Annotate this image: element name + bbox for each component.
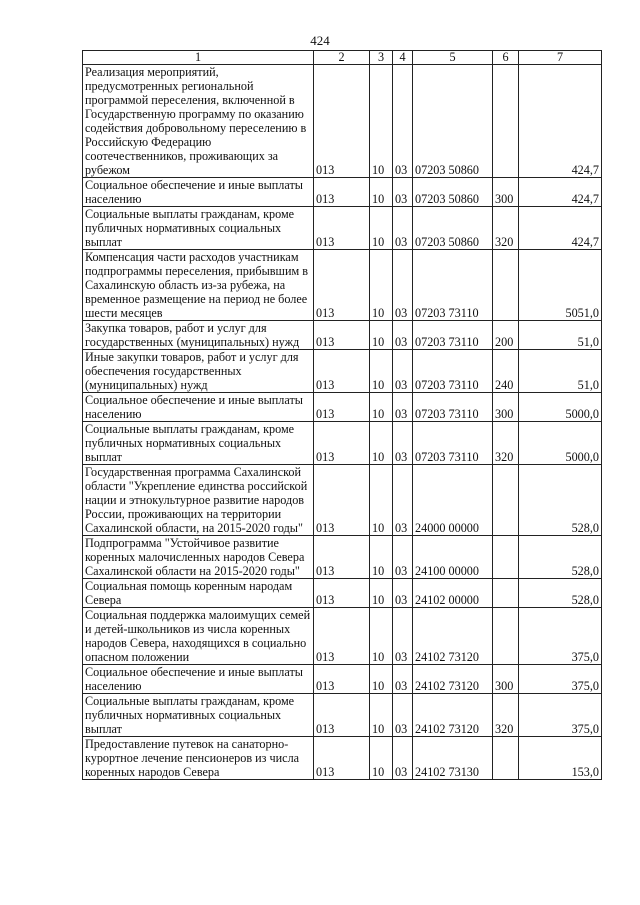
row-expense-type <box>493 608 519 665</box>
row-subsection-code: 03 <box>393 207 413 250</box>
row-name-cell: Социальная поддержка малоимущих семей и детей-школьников из числа коренных народов Севера, находящихся в социально опасном положении <box>83 608 314 665</box>
row-ministry-code: 013 <box>314 393 370 422</box>
row-section-code: 10 <box>370 608 393 665</box>
row-subsection-code: 03 <box>393 422 413 465</box>
row-amount: 51,0 <box>519 321 602 350</box>
row-section-code: 10 <box>370 465 393 536</box>
row-name-cell: Предоставление путевок на санаторно-курортное лечение пенсионеров из числа коренных народов Севера <box>83 737 314 780</box>
row-ministry-code: 013 <box>314 65 370 178</box>
row-target-article: 24102 73120 <box>413 665 493 694</box>
row-target-article: 07203 73110 <box>413 321 493 350</box>
row-name-cell: Социальные выплаты гражданам, кроме публичных нормативных социальных выплат <box>83 207 314 250</box>
column-header: 5 <box>413 51 493 65</box>
table-row <box>83 178 602 207</box>
table-row <box>83 422 602 465</box>
row-target-article: 07203 50860 <box>413 65 493 178</box>
row-expense-type: 300 <box>493 665 519 694</box>
row-ministry-code: 013 <box>314 694 370 737</box>
row-subsection-code: 03 <box>393 250 413 321</box>
row-expense-type <box>493 65 519 178</box>
row-name-cell: Реализация мероприятий, предусмотренных региональной программой переселения, включенной в Государственную программу по оказанию содействия добровольному переселению в Российскую Федерацию соотечественников, проживающих за рубежом <box>83 65 314 178</box>
table-row <box>83 465 602 536</box>
table-row <box>83 737 602 780</box>
column-header: 3 <box>370 51 393 65</box>
table-row <box>83 393 602 422</box>
row-subsection-code: 03 <box>393 350 413 393</box>
row-name-cell: Компенсация части расходов участникам подпрограммы переселения, прибывшим в Сахалинскую область из-за рубежа, на временное размещение на период не более шести месяцев <box>83 250 314 321</box>
table-row <box>83 250 602 321</box>
table-row <box>83 579 602 608</box>
row-ministry-code: 013 <box>314 579 370 608</box>
row-target-article: 24102 73120 <box>413 608 493 665</box>
column-header: 7 <box>519 51 602 65</box>
row-subsection-code: 03 <box>393 608 413 665</box>
row-subsection-code: 03 <box>393 694 413 737</box>
row-amount: 5000,0 <box>519 393 602 422</box>
row-ministry-code: 013 <box>314 321 370 350</box>
row-target-article: 07203 73110 <box>413 350 493 393</box>
row-expense-type: 300 <box>493 178 519 207</box>
row-amount: 375,0 <box>519 694 602 737</box>
row-amount: 375,0 <box>519 665 602 694</box>
row-section-code: 10 <box>370 737 393 780</box>
row-amount: 528,0 <box>519 536 602 579</box>
row-name-cell: Подпрограмма "Устойчивое развитие коренных малочисленных народов Севера Сахалинской области на 2015-2020 годы" <box>83 536 314 579</box>
row-ministry-code: 013 <box>314 608 370 665</box>
row-name-cell: Иные закупки товаров, работ и услуг для обеспечения государственных (муниципальных) нужд <box>83 350 314 393</box>
row-section-code: 10 <box>370 665 393 694</box>
row-target-article: 07203 50860 <box>413 178 493 207</box>
row-name-cell: Социальная помощь коренным народам Севера <box>83 579 314 608</box>
row-subsection-code: 03 <box>393 579 413 608</box>
row-name-cell: Социальные выплаты гражданам, кроме публичных нормативных социальных выплат <box>83 422 314 465</box>
table-row <box>83 65 602 178</box>
row-amount: 528,0 <box>519 579 602 608</box>
row-amount: 153,0 <box>519 737 602 780</box>
row-amount: 424,7 <box>519 178 602 207</box>
row-ministry-code: 013 <box>314 207 370 250</box>
row-name-cell: Социальное обеспечение и иные выплаты населению <box>83 393 314 422</box>
row-expense-type: 320 <box>493 694 519 737</box>
table-row <box>83 665 602 694</box>
row-section-code: 10 <box>370 422 393 465</box>
row-section-code: 10 <box>370 694 393 737</box>
row-expense-type: 320 <box>493 207 519 250</box>
row-expense-type <box>493 465 519 536</box>
row-expense-type <box>493 536 519 579</box>
row-target-article: 24102 73120 <box>413 694 493 737</box>
row-name-cell: Социальные выплаты гражданам, кроме публичных нормативных социальных выплат <box>83 694 314 737</box>
row-section-code: 10 <box>370 207 393 250</box>
row-ministry-code: 013 <box>314 350 370 393</box>
budget-table <box>82 50 602 780</box>
column-header: 4 <box>393 51 413 65</box>
row-ministry-code: 013 <box>314 422 370 465</box>
row-expense-type <box>493 579 519 608</box>
row-amount: 51,0 <box>519 350 602 393</box>
page-number: 424 <box>310 33 330 48</box>
row-amount: 424,7 <box>519 207 602 250</box>
row-amount: 5000,0 <box>519 422 602 465</box>
table-row <box>83 321 602 350</box>
column-header: 2 <box>314 51 370 65</box>
row-section-code: 10 <box>370 393 393 422</box>
row-name-cell: Социальное обеспечение и иные выплаты населению <box>83 178 314 207</box>
row-subsection-code: 03 <box>393 536 413 579</box>
row-ministry-code: 013 <box>314 178 370 207</box>
row-subsection-code: 03 <box>393 465 413 536</box>
row-target-article: 24100 00000 <box>413 536 493 579</box>
row-expense-type: 240 <box>493 350 519 393</box>
column-header: 6 <box>493 51 519 65</box>
column-header: 1 <box>83 51 314 65</box>
row-ministry-code: 013 <box>314 665 370 694</box>
row-ministry-code: 013 <box>314 536 370 579</box>
row-target-article: 07203 73110 <box>413 422 493 465</box>
row-section-code: 10 <box>370 350 393 393</box>
table-header-row <box>83 51 602 65</box>
row-expense-type: 320 <box>493 422 519 465</box>
row-expense-type <box>493 250 519 321</box>
row-target-article: 07203 73110 <box>413 393 493 422</box>
row-expense-type: 300 <box>493 393 519 422</box>
row-subsection-code: 03 <box>393 393 413 422</box>
row-target-article: 24102 73130 <box>413 737 493 780</box>
table-row <box>83 694 602 737</box>
row-expense-type <box>493 737 519 780</box>
row-subsection-code: 03 <box>393 178 413 207</box>
row-subsection-code: 03 <box>393 65 413 178</box>
row-target-article: 07203 50860 <box>413 207 493 250</box>
row-ministry-code: 013 <box>314 465 370 536</box>
row-name-cell: Государственная программа Сахалинской области "Укрепление единства российской нации и этнокультурное развитие народов России, проживающих на территории Сахалинской области, на 2015-2020 годы" <box>83 465 314 536</box>
row-section-code: 10 <box>370 536 393 579</box>
row-section-code: 10 <box>370 250 393 321</box>
row-section-code: 10 <box>370 178 393 207</box>
row-section-code: 10 <box>370 65 393 178</box>
table-row <box>83 207 602 250</box>
row-name-cell: Закупка товаров, работ и услуг для государственных (муниципальных) нужд <box>83 321 314 350</box>
row-amount: 528,0 <box>519 465 602 536</box>
table-row <box>83 350 602 393</box>
row-expense-type: 200 <box>493 321 519 350</box>
row-section-code: 10 <box>370 579 393 608</box>
row-target-article: 07203 73110 <box>413 250 493 321</box>
row-subsection-code: 03 <box>393 737 413 780</box>
row-target-article: 24102 00000 <box>413 579 493 608</box>
row-ministry-code: 013 <box>314 250 370 321</box>
row-subsection-code: 03 <box>393 321 413 350</box>
row-amount: 375,0 <box>519 608 602 665</box>
row-section-code: 10 <box>370 321 393 350</box>
table-row <box>83 608 602 665</box>
row-amount: 5051,0 <box>519 250 602 321</box>
row-target-article: 24000 00000 <box>413 465 493 536</box>
row-subsection-code: 03 <box>393 665 413 694</box>
table-row <box>83 536 602 579</box>
row-name-cell: Социальное обеспечение и иные выплаты населению <box>83 665 314 694</box>
row-ministry-code: 013 <box>314 737 370 780</box>
row-amount: 424,7 <box>519 65 602 178</box>
